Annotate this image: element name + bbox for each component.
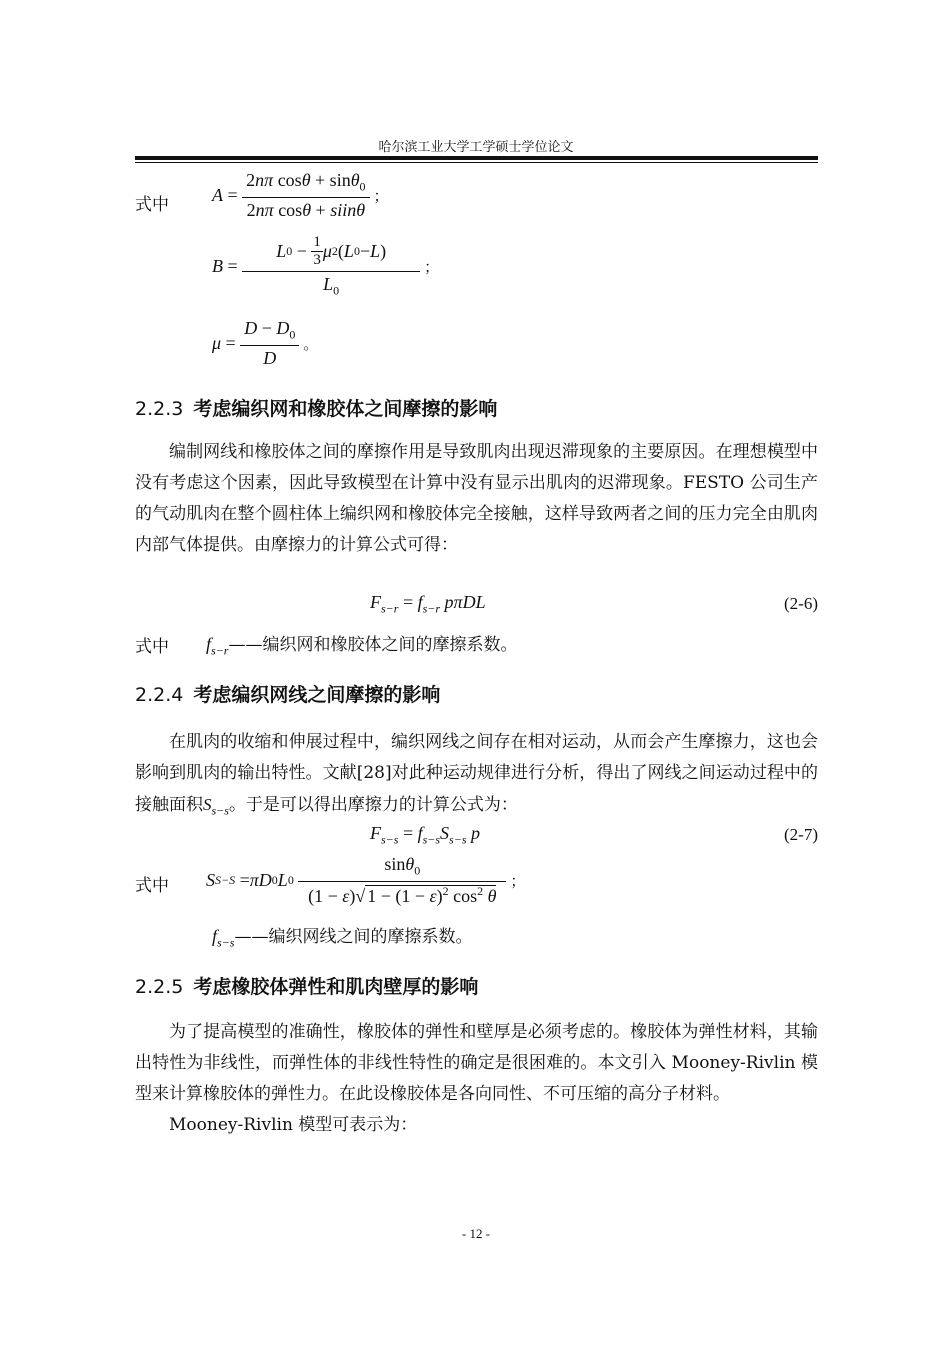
section-heading-224 xyxy=(135,680,440,707)
header-rule-thick xyxy=(135,156,818,160)
paragraph-text: 在肌肉的收缩和伸展过程中，编织网线之间存在相对运动，从而会产生摩擦力，这也会影响到肌肉的输出特性。文献[28]对此种运动规律进行分析，得出了网线之间运动过程中的接触面积 xyxy=(135,732,818,815)
equation-A: A = $\frac{2n\pi \cos\theta + \sin\theta_0}{\text{2nπ cosθ + siinθ}}$ ； xyxy=(212,170,389,220)
paragraph-text: 编制网线和橡胶体之间的摩擦作用是导致肌肉出现迟滞现象的主要原因。在理想模型中没有考虑这个因素，因此导致模型在计算中没有显示出肌肉的迟滞现象。FESTO 公司生产的气动肌肉在整个圆柱体上编织网和橡胶体完全接触，这样导致两者之间的压力完全由肌肉内部气体提供。由摩擦力的计算公式可得： xyxy=(135,442,818,555)
equation-2-6: $F_{s-r} = f_{s-r}$ pπDL xyxy=(370,592,486,616)
equation-B: B = L 0 − $\frac{1}{3}$ μ 2 ( L 0 − L ) $L_0$ ； xyxy=(212,234,440,298)
paragraph-text: 为了提高模型的准确性，橡胶体的弹性和壁厚是必须考虑的。橡胶体为弹性材料，其输出特性为非线性，而弹性体的非线性特性的确定是很困难的。本文引入 Mooney-Rivlin 模型来计算橡胶体的弹性力。在此设橡胶体是各向同性、不可压缩的高分子材料。 xyxy=(135,1022,818,1104)
equation-B-end: ； xyxy=(424,259,440,276)
equation-A-end: ； xyxy=(373,188,389,205)
header-rule-thin xyxy=(135,162,818,163)
section-number: 2.2.3 xyxy=(135,398,184,420)
equation-2-7: $F_{s-s} = f_{s-s}S_{s-s}$ p xyxy=(370,823,480,847)
equation-number-2-6: (2-6) xyxy=(784,594,818,613)
equation-number-2-7: (2-7) xyxy=(784,825,818,844)
paragraph-text-end: 。于是可以得出摩擦力的计算公式为： xyxy=(228,795,518,815)
definition-text: ——编织网和橡胶体之间的摩擦系数。 xyxy=(228,635,518,655)
paragraph-224: 在肌肉的收缩和伸展过程中，编织网线之间存在相对运动，从而会产生摩擦力，这也会影响到肌肉的输出特性。文献[28]对此种运动规律进行分析，得出了网线之间运动过程中的接触面积$S_{s-s}$。于是可以得出摩擦力的计算公式为： xyxy=(135,732,818,818)
definition-text: ——编织网线之间的摩擦系数。 xyxy=(234,927,473,947)
running-header: 哈尔滨工业大学工学硕士学位论文 xyxy=(378,140,574,155)
section-title: 考虑编织网和橡胶体之间摩擦的影响 xyxy=(193,398,498,420)
section-number: 2.2.5 xyxy=(135,976,184,998)
section-title: 考虑编织网线之间摩擦的影响 xyxy=(193,684,441,706)
section-number: 2.2.4 xyxy=(135,684,184,706)
equation-mu: μ = $\frac{D - D_0}{D}$ 。 xyxy=(212,318,319,368)
equation-S: S S−S = πD 0 L 0 $\frac{\sin\theta_0}{(1 - \varepsilon)√ 1 - (1 - \varepsilon)^2 \cos^2 \theta}$ ； xyxy=(206,854,526,906)
section-title: 考虑橡胶体弹性和肌肉壁厚的影响 xyxy=(193,976,479,998)
label-shizhong-3: 式中 xyxy=(135,876,169,896)
equation-mu-end: 。 xyxy=(303,336,319,353)
paragraph-225 xyxy=(135,1017,818,1141)
section-heading-225 xyxy=(135,972,478,999)
definition-fss: $f_{s-s}$ ——编织网线之间的摩擦系数。 xyxy=(212,922,472,951)
section-heading-223 xyxy=(135,394,497,421)
label-shizhong-1: 式中 xyxy=(135,195,169,215)
page-number: - 12 - xyxy=(461,1226,491,1241)
paragraph-text-2: Mooney-Rivlin 模型可表示为： xyxy=(169,1115,418,1135)
definition-fsr: $f_{s-r}$ ——编织网和橡胶体之间的摩擦系数。 xyxy=(206,630,517,659)
label-shizhong-2: 式中 xyxy=(135,637,169,657)
paragraph-223 xyxy=(135,437,818,561)
equation-S-end: ； xyxy=(510,873,526,890)
